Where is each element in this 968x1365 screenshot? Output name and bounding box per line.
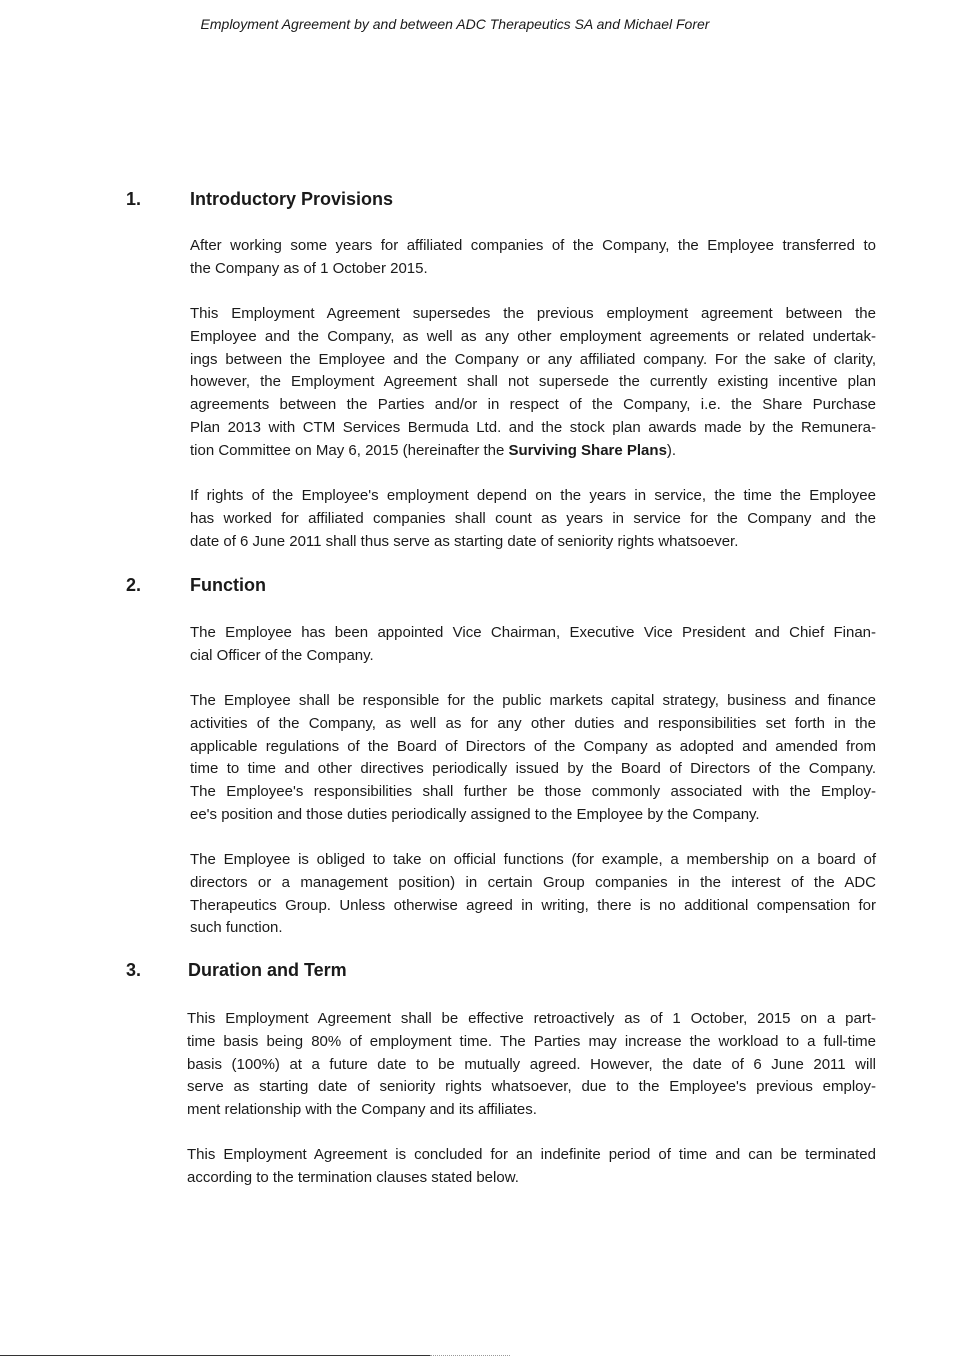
text-line: applicable regulations of the Board of Directors of the Company as adopted and amended from <box>190 737 876 755</box>
text-line: such function. <box>190 919 283 937</box>
text-line: cial Officer of the Company. <box>190 646 374 664</box>
text-line: activities of the Company, as well as for any other duties and responsibilities set forth in the <box>190 714 876 732</box>
defined-term: Surviving Share Plans <box>508 441 667 459</box>
section-number: 1. <box>126 189 142 209</box>
text-line: Employee and the Company, as well as any other employment agreements or related undertak- <box>190 327 876 345</box>
text-line: ee's position and those duties periodically assigned to the Employee by the Company. <box>190 805 760 823</box>
text-line: however, the Employment Agreement shall not supersede the currently existing incentive plan <box>190 373 876 391</box>
text-line: The Employee's responsibilities shall further be those commonly associated with the Employ- <box>190 783 876 801</box>
text-line: basis (100%) at a future date to be mutually agreed. However, the date of 6 June 2011 will <box>187 1055 876 1073</box>
text-line: ings between the Employee and the Company or any affiliated company. For the sake of clarity, <box>190 350 876 368</box>
text-line: ment relationship with the Company and its affiliates. <box>187 1101 537 1119</box>
paragraph <box>190 622 876 668</box>
text-line: This Employment Agreement shall be effective retroactively as of 1 October, 2015 on a part- <box>187 1010 876 1027</box>
text-line: time basis being 80% of employment time. The Parties may increase the workload to a full-time <box>187 1032 876 1050</box>
paragraph <box>190 690 876 827</box>
text-line: The Employee shall be responsible for the public markets capital strategy, business and finance <box>190 692 876 709</box>
section-heading: Duration and Term <box>188 960 347 980</box>
paragraph <box>190 849 876 940</box>
paragraph <box>190 235 876 281</box>
text-line: This Employment Agreement is concluded for an indefinite period of time and can be terminated <box>187 1146 876 1163</box>
text-line: If rights of the Employee's employment depend on the years in service, the time the Employee <box>190 487 876 504</box>
text-line: Plan 2013 with CTM Services Bermuda Ltd. and the stock plan awards made by the Remunera- <box>190 418 876 436</box>
text-line: according to the termination clauses stated below. <box>187 1168 519 1186</box>
text-line: directors or a management position) in certain Group companies in the interest of the ADC <box>190 873 876 891</box>
text-line: The Employee has been appointed Vice Chairman, Executive Vice President and Chief Finan- <box>190 624 876 641</box>
section-heading: Introductory Provisions <box>190 189 394 209</box>
text-line: Therapeutics Group. Unless otherwise agreed in writing, there is no additional compensation for <box>190 896 876 914</box>
page-header: Employment Agreement by and between ADC Therapeutics SA and Michael Forer <box>200 16 710 32</box>
section-number: 2. <box>126 575 142 595</box>
paragraph <box>187 1144 876 1190</box>
paragraph <box>190 303 876 463</box>
footer-rule-faded <box>430 1355 510 1356</box>
text-line: After working some years for affiliated companies of the Company, the Employee transferred to <box>190 237 876 254</box>
text-line: serve as starting date of seniority rights whatsoever, due to the Employee's previous employ- <box>187 1078 876 1096</box>
text-line: time to time and other directives periodically issued by the Board of Directors of the Company. <box>190 760 876 778</box>
section-heading: Function <box>190 575 266 595</box>
text-line: agreements between the Parties and/or in respect of the Company, i.e. the Share Purchase <box>190 396 876 414</box>
text-line: has worked for affiliated companies shall count as years in service for the Company and the <box>190 509 876 527</box>
text-line: the Company as of 1 October 2015. <box>190 259 428 277</box>
footer-rule <box>0 1355 430 1356</box>
section-number: 3. <box>126 960 142 980</box>
text-line: The Employee is obliged to take on official functions (for example, a membership on a board of <box>190 851 876 868</box>
text-line: date of 6 June 2011 shall thus serve as starting date of seniority rights whatsoever. <box>190 532 739 550</box>
paragraph <box>190 485 876 553</box>
paragraph <box>187 1008 876 1122</box>
text-line: tion Committee on May 6, 2015 (hereinafter the Surviving Share Plans). <box>190 441 677 459</box>
text-line: This Employment Agreement supersedes the previous employment agreement between the <box>190 305 876 322</box>
